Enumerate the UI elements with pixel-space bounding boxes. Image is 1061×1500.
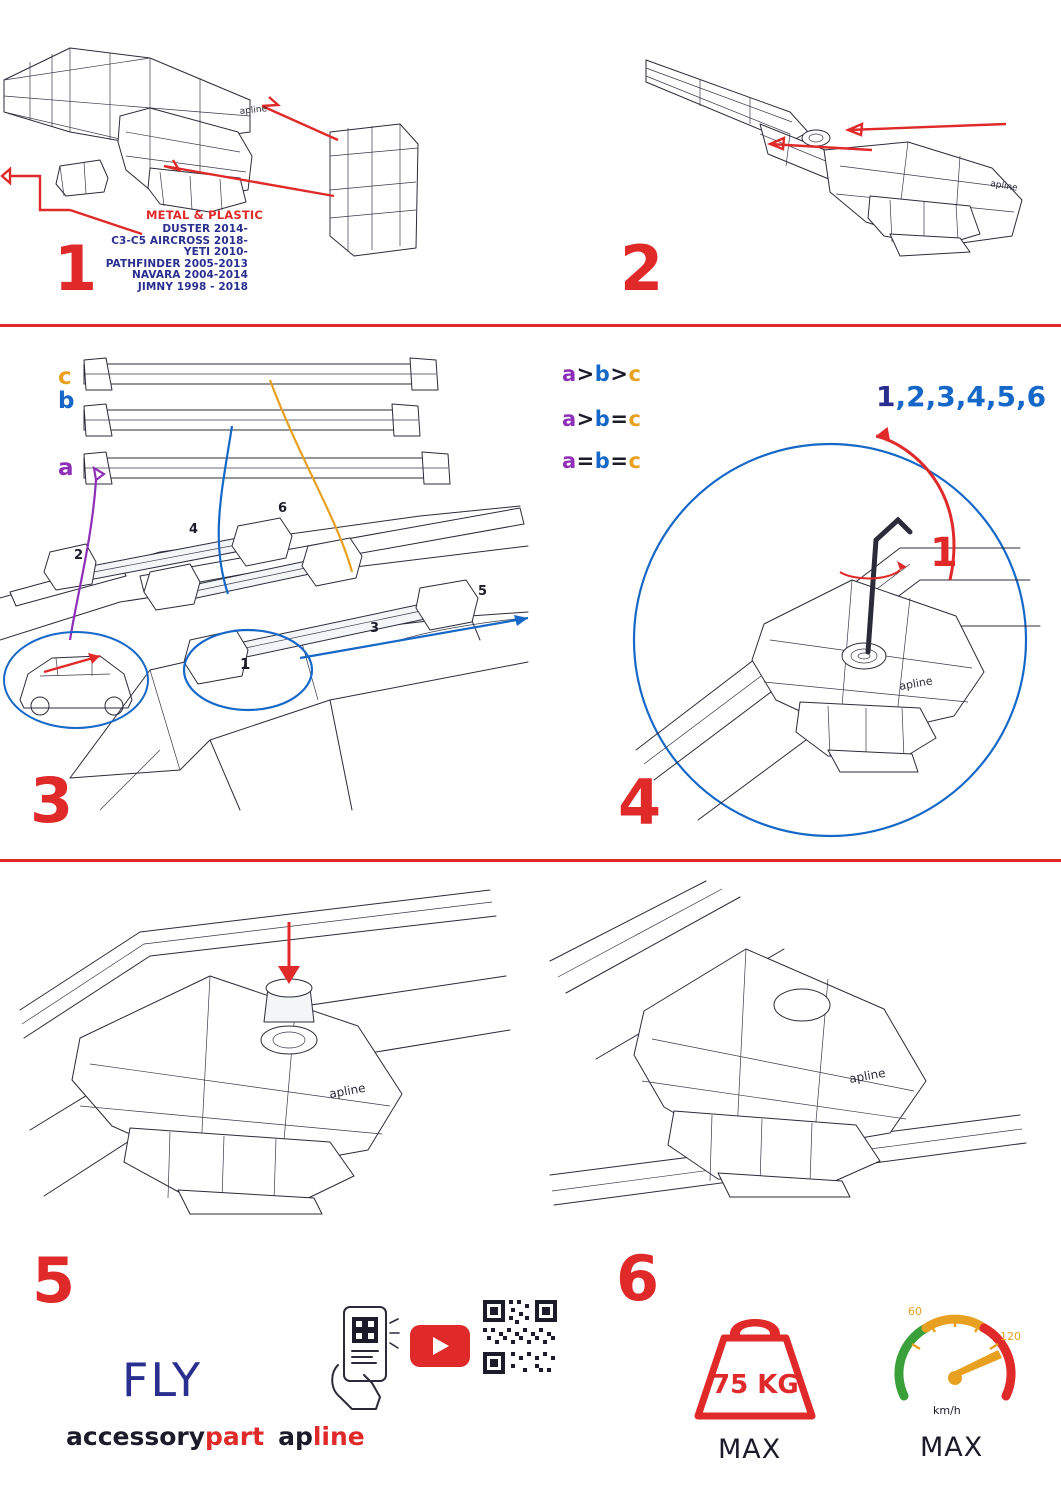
panel-1-vehicle-list: [0, 224, 248, 294]
bar-b: [84, 404, 420, 436]
vehicle-item: DUSTER 2014-: [162, 223, 248, 235]
bar-label-b: b: [58, 388, 75, 414]
eq-op: =: [610, 407, 629, 431]
brand-mark-panel-4: apline: [898, 674, 934, 693]
divider-rule-top: [0, 324, 1061, 327]
panel-4-detail-step-number: 1: [930, 530, 958, 576]
eq-term-b: b: [594, 449, 611, 473]
eq-term-c: c: [628, 362, 642, 386]
eq-term-c: c: [628, 449, 642, 473]
panel-step-4-drawing: [600, 420, 1050, 840]
step-number-5: 5: [32, 1244, 74, 1317]
callout-5: 5: [478, 584, 488, 599]
vehicle-item: C3-C5 AIRCROSS 2018-: [111, 234, 248, 247]
brand-mark-panel-1: apline: [239, 104, 268, 117]
step-number-6: 6: [616, 1242, 658, 1315]
callout-6: 6: [278, 501, 288, 516]
bar-c: [84, 358, 438, 390]
eq-op: =: [610, 449, 629, 473]
vehicle-item: NAVARA 2004-2014: [131, 269, 248, 282]
bar-a: [84, 452, 450, 484]
youtube-icon[interactable]: [410, 1325, 470, 1367]
weight-max-label: MAX: [718, 1434, 782, 1465]
eq-op: >: [610, 362, 629, 386]
eq-op: >: [576, 362, 595, 386]
phone-scan-icon: [328, 1305, 404, 1415]
brand-mark-panel-6: apline: [848, 1065, 887, 1086]
callout-4: 4: [189, 522, 199, 537]
eq-op: =: [576, 449, 595, 473]
vehicle-item: PATHFINDER 2005-2013: [105, 257, 248, 270]
brand-mark-panel-5: apline: [328, 1080, 367, 1101]
callout-2: 2: [74, 548, 84, 563]
gauge-tick-120: 120: [1000, 1330, 1021, 1343]
eq-term-c: c: [628, 407, 642, 431]
brand-tagline: [66, 1422, 365, 1451]
panel-1-material-title: METAL & PLASTIC: [146, 208, 264, 222]
sequence-rest: ,2,3,4,5,6: [895, 380, 1047, 413]
qr-code-icon[interactable]: [481, 1298, 559, 1376]
brand-mark-panel-2: apline: [989, 179, 1019, 194]
step-number-4: 4: [618, 766, 660, 839]
step-number-1: 1: [54, 232, 96, 305]
brand-fly: FLY: [122, 1353, 203, 1407]
eq-op: >: [576, 407, 595, 431]
gauge-tick-60: 60: [908, 1305, 922, 1318]
callout-1: 1: [240, 655, 251, 673]
step-number-3: 3: [30, 764, 72, 837]
speed-max-label: MAX: [920, 1432, 984, 1463]
eq-term-b: b: [594, 407, 611, 431]
bar-label-c: c: [58, 364, 72, 390]
brand-part: part: [205, 1422, 265, 1451]
eq-term-a: a: [562, 449, 577, 473]
eq-term-b: b: [594, 362, 611, 386]
sequence-first: 1: [876, 380, 896, 413]
eq-term-a: a: [562, 407, 577, 431]
step-sequence-label: [876, 380, 1046, 413]
eq-term-a: a: [562, 362, 577, 386]
bar-label-a: a: [58, 455, 74, 481]
panel-step-6-drawing: [540, 875, 1040, 1215]
vehicle-item: YETI 2010-: [183, 246, 248, 259]
weight-limit-value: 75 KG: [712, 1370, 799, 1400]
panel-step-5-drawing: [10, 880, 510, 1220]
panel-step-3-drawing: [0, 340, 528, 840]
brand-ap: ap: [278, 1422, 313, 1451]
brand-accessory: accessory: [66, 1422, 206, 1451]
divider-rule-bottom: [0, 859, 1061, 862]
step-number-2: 2: [620, 232, 662, 305]
speed-unit-label: km/h: [933, 1404, 961, 1417]
callout-3: 3: [370, 621, 380, 636]
speed-limit-icon: [890, 1300, 1020, 1420]
panel-step-2-drawing: [640, 46, 1050, 246]
brand-line: line: [312, 1422, 365, 1451]
equation-row-1: [562, 362, 641, 386]
weight-limit-icon: [690, 1300, 820, 1420]
vehicle-item: JIMNY 1998 - 2018: [137, 280, 248, 293]
